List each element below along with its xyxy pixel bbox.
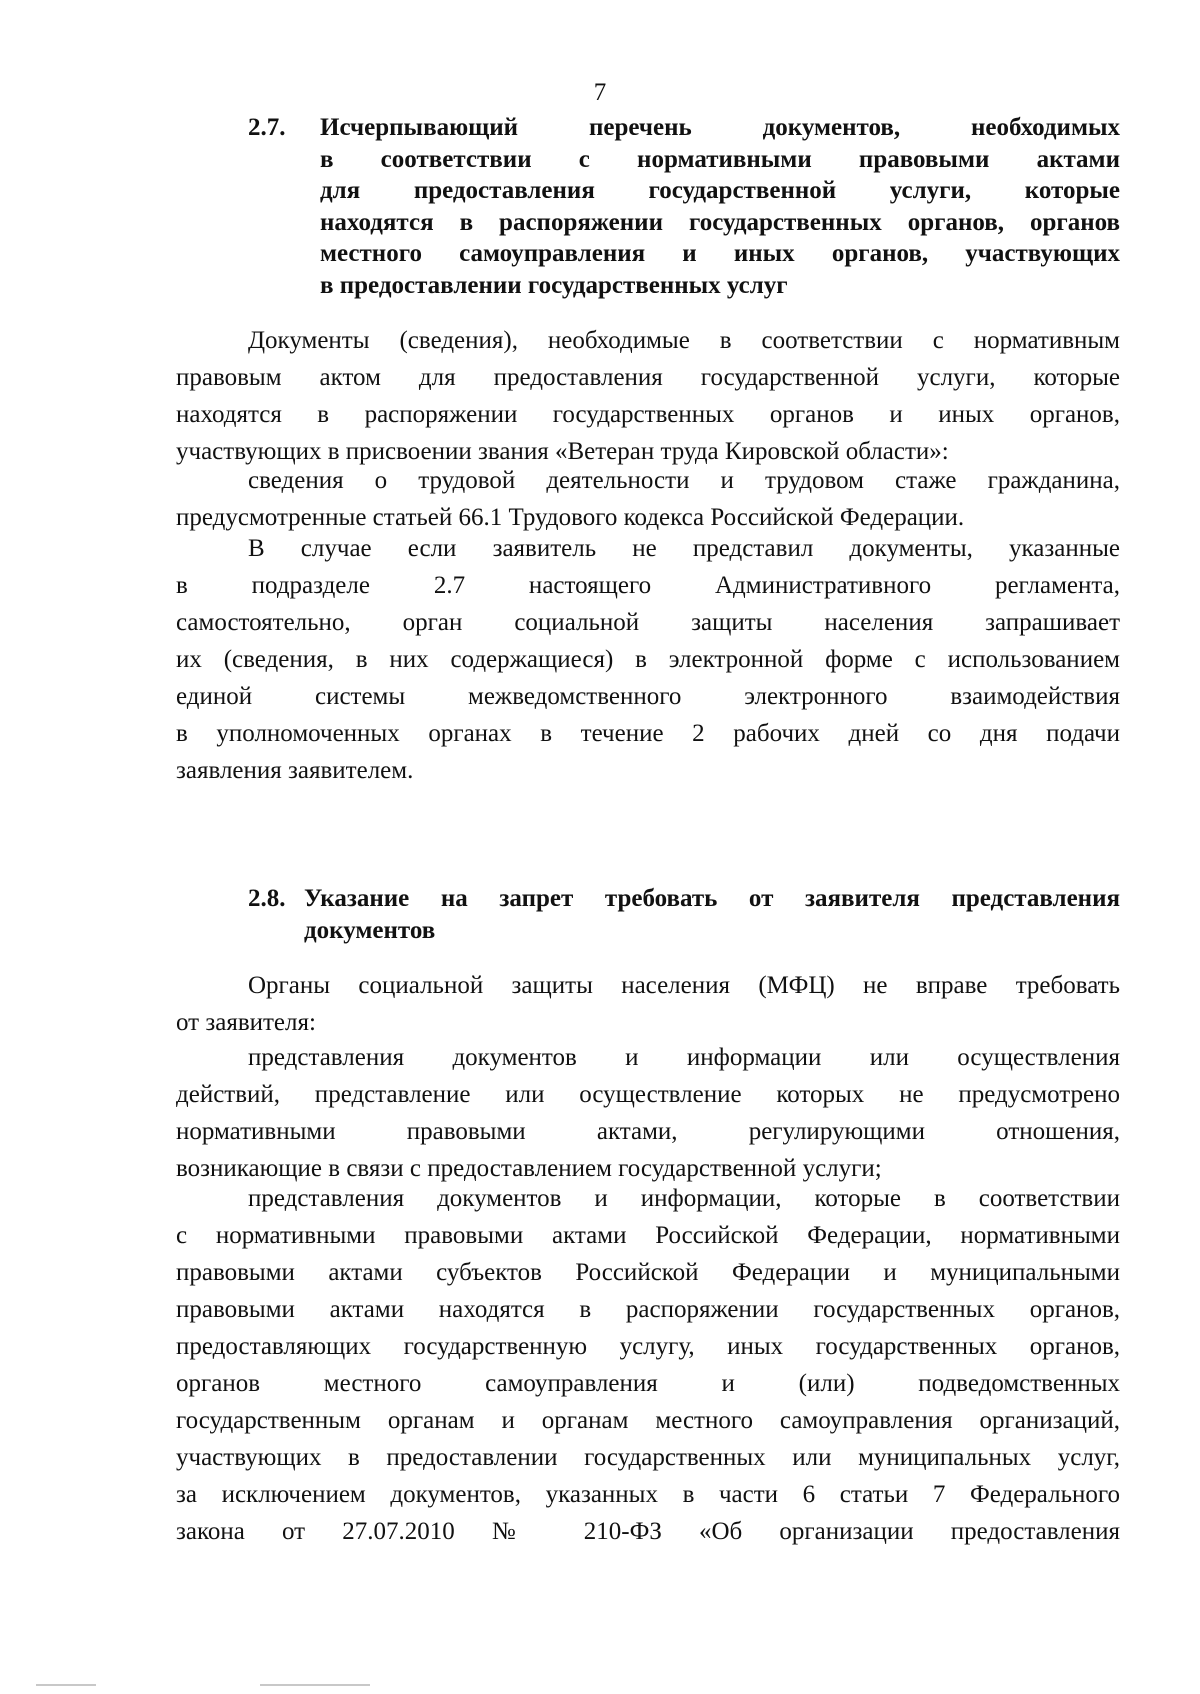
section-2-7-title [320,112,1120,301]
heading-line: Указание на запрет требовать от заявителя представления [304,885,1120,912]
text-line: предоставляющих государственную услугу, иных государственных органов, [176,1333,1120,1360]
text-line: действий, представление или осуществление которых не предусмотрено [176,1081,1120,1108]
text-line: от заявителя: [176,1009,316,1036]
heading-line: для предоставления государственной услуги, которые [320,177,1120,204]
section-2-7-number: 2.7. [248,114,286,141]
text-line: возникающие в связи с предоставлением государственной услуги; [176,1155,882,1182]
section-2-7-paragraph-2 [176,462,1120,536]
section-2-8-paragraph-1 [176,967,1120,1041]
heading-line: документов [304,916,436,944]
text-line: В случае если заявитель не представил документы, указанные [248,535,1120,562]
text-line: предусмотренные статьей 66.1 Трудового кодекса Российской Федерации. [176,504,965,531]
text-line: нормативными правовыми актами, регулирующими отношения, [176,1118,1120,1145]
text-line: участвующих в предоставлении государственных или муниципальных услуг, [176,1444,1120,1471]
section-2-8-title [304,883,1120,946]
text-line: участвующих в присвоении звания «Ветеран труда Кировской области»: [176,438,949,465]
section-2-8-paragraph-3 [176,1180,1120,1550]
text-line: правовыми актами субъектов Российской Федерации и муниципальными [176,1259,1120,1286]
text-line: государственным органам и органам местного самоуправления организаций, [176,1407,1120,1434]
text-line: сведения о трудовой деятельности и трудовом стаже гражданина, [248,467,1120,494]
text-line: единой системы межведомственного электронного взаимодействия [176,683,1120,710]
text-line: самостоятельно, орган социальной защиты населения запрашивает [176,609,1120,636]
text-line: Органы социальной защиты населения (МФЦ) не вправе требовать [248,972,1120,999]
heading-line: в предоставлении государственных услуг [320,271,788,299]
text-line: Документы (сведения), необходимые в соответствии с нормативным [248,327,1120,354]
section-2-7-heading [248,112,1120,301]
text-line: за исключением документов, указанных в части 6 статьи 7 Федерального [176,1481,1120,1508]
text-line: в подразделе 2.7 настоящего Административного регламента, [176,572,1120,599]
page-number: 7 [593,79,607,106]
text-line: правовыми актами находятся в распоряжении государственных органов, [176,1296,1120,1323]
heading-line: местного самоуправления и иных органов, участвующих [320,240,1120,267]
text-line: в уполномоченных органах в течение 2 рабочих дней со дня подачи [176,720,1120,747]
section-2-7-paragraph-1 [176,322,1120,470]
text-line: закона от 27.07.2010 № 210-ФЗ «Об организации предоставления [176,1518,1120,1545]
section-2-7-paragraph-3 [176,530,1120,789]
section-2-8-heading [248,883,1120,946]
text-line: заявления заявителем. [176,757,414,784]
text-line: правовым актом для предоставления государственной услуги, которые [176,364,1120,391]
section-2-8-paragraph-2 [176,1039,1120,1187]
text-line: органов местного самоуправления и (или) подведомственных [176,1370,1120,1397]
heading-line: в соответствии с нормативными правовыми актами [320,145,1120,173]
scan-artifact [260,1684,370,1686]
heading-line: находятся в распоряжении государственных органов, органов [320,208,1120,236]
text-line: представления документов и информации, которые в соответствии [248,1185,1120,1212]
text-line: находятся в распоряжении государственных органов и иных органов, [176,401,1120,428]
text-line: представления документов и информации или осуществления [248,1044,1120,1071]
heading-line: Исчерпывающий перечень документов, необходимых [320,114,1120,141]
text-line: их (сведения, в них содержащиеся) в электронной форме с использованием [176,646,1120,673]
section-2-8-number: 2.8. [248,885,286,912]
text-line: с нормативными правовыми актами Российской Федерации, нормативными [176,1222,1120,1249]
scan-artifact [36,1684,96,1686]
